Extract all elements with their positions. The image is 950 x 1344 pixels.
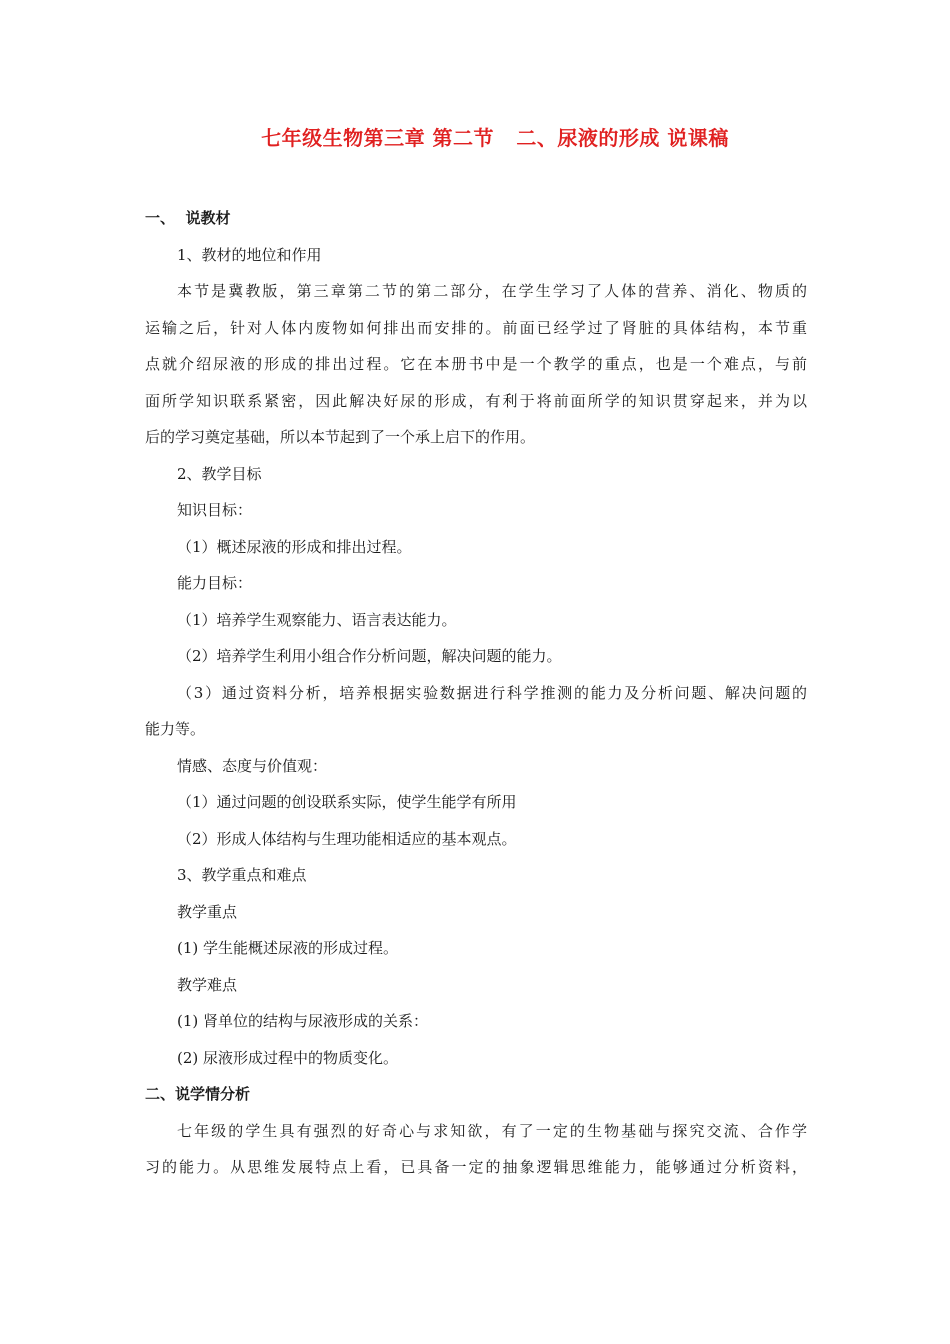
subheading-1-2: 2、教学目标 [177, 464, 262, 483]
knowledge-goal-label: 知识目标： [177, 501, 253, 519]
subheading-1-3: 3、教学重点和难点 [177, 866, 307, 884]
knowledge-goal-item: （1）概述尿液的形成和排出过程。 [177, 537, 412, 556]
section-heading-2: 二、说学情分析 [145, 1085, 251, 1103]
document-body [145, 200, 807, 1186]
emotion-goal-item: （1）通过问题的创设联系实际，使学生能学有所用 [177, 793, 517, 811]
ability-goal-label: 能力目标： [177, 574, 253, 592]
key-point-label: 教学重点 [177, 902, 238, 921]
document-title: 七年级生物第三章 第二节 二、尿液的形成 说课稿 [261, 126, 729, 150]
paragraph-line: 运输之后，针对人体内废物如何排出而安排的。前面已经学过了肾脏的具体结构，本节重 [145, 318, 807, 337]
difficult-point-item: (1) 肾单位的结构与尿液形成的关系： [177, 1012, 429, 1030]
paragraph-line: 本节是冀教版，第三章第二节的第二部分，在学生学习了人体的营养、消化、物质的 [177, 282, 807, 300]
paragraph-line: 后的学习奠定基础，所以本节起到了一个承上启下的作用。 [145, 428, 536, 446]
ability-goal-item: （3）通过资料分析，培养根据实验数据进行科学推测的能力及分析问题、解决问题的 [177, 683, 807, 702]
subheading-1-1: 1、教材的地位和作用 [177, 245, 322, 264]
ability-goal-item-cont: 能力等。 [145, 720, 206, 738]
paragraph-line: 七年级的学生具有强烈的好奇心与求知欲，有了一定的生物基础与探究交流、合作学 [177, 1121, 807, 1140]
key-point-item: (1) 学生能概述尿液的形成过程。 [177, 939, 399, 957]
ability-goal-item: （2）培养学生利用小组合作分析问题，解决问题的能力。 [177, 647, 562, 665]
difficult-point-label: 教学难点 [177, 975, 238, 994]
paragraph-line: 习的能力。从思维发展特点上看，已具备一定的抽象逻辑思维能力，能够通过分析资料， [145, 1158, 807, 1176]
emotion-goal-label: 情感、态度与价值观： [177, 756, 328, 775]
emotion-goal-item: （2）形成人体结构与生理功能相适应的基本观点。 [177, 829, 517, 848]
ability-goal-item: （1）培养学生观察能力、语言表达能力。 [177, 610, 457, 629]
difficult-point-item: (2) 尿液形成过程中的物质变化。 [177, 1048, 399, 1067]
section-heading-1: 一、 说教材 [145, 209, 231, 227]
paragraph-line: 点就介绍尿液的形成的排出过程。它在本册书中是一个教学的重点，也是一个难点，与前 [145, 355, 807, 373]
paragraph-line: 面所学知识联系紧密，因此解决好尿的形成，有利于将前面所学的知识贯穿起来，并为以 [145, 391, 807, 410]
